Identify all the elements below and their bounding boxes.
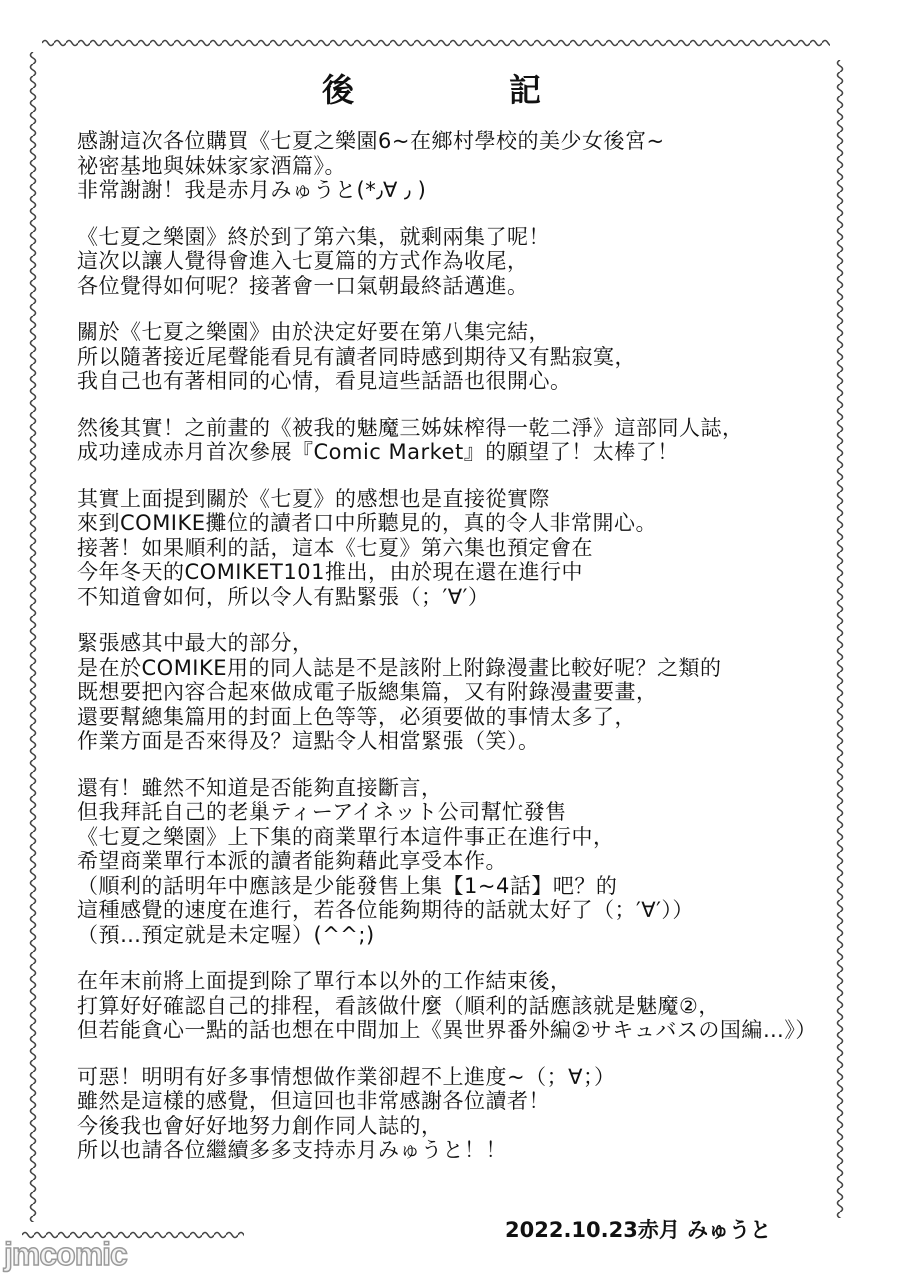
text-line: 還有！雖然不知道是否能夠直接斷言， bbox=[77, 775, 443, 800]
text-line: 是在於COMIKE用的同人誌是不是該附上附錄漫畫比較好呢？之類的 bbox=[77, 655, 722, 680]
text-line: 作業方面是否來得及？這點令人相當緊張（笑）。 bbox=[77, 729, 540, 753]
text-line: 在年末前將上面提到除了單行本以外的工作結束後， bbox=[77, 969, 572, 993]
paragraph bbox=[77, 1065, 877, 1163]
text-line: 打算好好確認自己的排程，看該做什麼（順利的話應該就是魅魔②， bbox=[77, 993, 720, 1018]
text-line: 來到COMIKE攤位的讀者口中所聽見的，真的令人非常開心。 bbox=[77, 511, 658, 535]
text-line: 還要幫總集篇用的封面上色等等，必須要做的事情太多了， bbox=[77, 704, 636, 729]
watermark-logo: jmcomic bbox=[4, 1236, 127, 1272]
afterword-body bbox=[77, 129, 877, 1185]
text-line: 其實上面提到關於《七夏》的感想也是直接從實際 bbox=[77, 486, 550, 511]
paragraph bbox=[77, 225, 877, 299]
text-line: 雖然是這樣的感覺，但這回也非常感謝各位讀者！ bbox=[77, 1089, 550, 1113]
text-line: 希望商業單行本派的讀者能夠藉此享受本作。 bbox=[77, 849, 507, 873]
text-line: 《七夏之樂園》終於到了第六集，就剩兩集了呢！ bbox=[77, 224, 550, 249]
title-char-1: 後 bbox=[322, 71, 355, 109]
text-line: （預…預定就是未定喔）(^^;) bbox=[77, 922, 375, 947]
text-line: 所以隨著接近尾聲能看見有讀者同時感到期待又有點寂寞， bbox=[77, 344, 636, 369]
text-line: 既想要把內容合起來做成電子版總集篇，又有附錄漫畫要畫， bbox=[77, 680, 658, 704]
signature-date: 2022.10.23赤月 みゅうと bbox=[505, 1218, 772, 1242]
text-line: 成功達成赤月首次參展『Comic Market』的願望了！太棒了！ bbox=[77, 440, 679, 464]
text-line: 接著！如果順利的話，這本《七夏》第六集也預定會在 bbox=[77, 535, 593, 560]
border-left-wave bbox=[27, 52, 39, 1222]
text-line: 祕密基地與妹妹家家酒篇》。 bbox=[77, 153, 346, 178]
text-line: （順利的話明年中應該是少能發售上集【1~4話】吧？的 bbox=[77, 873, 618, 898]
paragraph bbox=[77, 416, 877, 465]
text-line: 今後我也會好好地努力創作同人誌的， bbox=[77, 1113, 443, 1138]
title-char-2: 記 bbox=[509, 71, 542, 109]
text-line: 各位覺得如何呢？接著會一口氣朝最終話邁進。 bbox=[77, 273, 529, 298]
paragraph bbox=[77, 320, 877, 394]
text-line: 關於《七夏之樂園》由於決定好要在第八集完結， bbox=[77, 320, 550, 344]
text-line: 但若能貪心一點的話也想在中間加上《異世界番外編②サキュバスの国編…》） bbox=[77, 1018, 817, 1042]
text-line: 《七夏之樂園》上下集的商業單行本這件事正在進行中， bbox=[77, 824, 615, 849]
paragraph bbox=[77, 969, 877, 1043]
text-line: 我自己也有著相同的心情，看見這些話語也很開心。 bbox=[77, 369, 572, 393]
text-line: 可惡！明明有好多事情想做作業卻趕不上進度~（；∀；） bbox=[77, 1064, 616, 1089]
text-line: 所以也請各位繼續多多支持赤月みゅうと！！ bbox=[77, 1138, 507, 1162]
paragraph bbox=[77, 631, 877, 754]
text-line: 然後其實！之前畫的《被我的魅魔三姊妹榨得一乾二淨》這部同人誌， bbox=[77, 415, 744, 440]
text-line: 緊張感其中最大的部分， bbox=[77, 631, 314, 655]
text-line: 但我拜託自己的老巢ティーアイネット公司幫忙發售 bbox=[77, 800, 567, 824]
text-line: 今年冬天的COMIKET101推出，由於現在還在進行中 bbox=[77, 560, 583, 584]
text-line: 這次以讓人覺得會進入七夏篇的方式作為收尾， bbox=[77, 249, 529, 273]
text-line: 不知道會如何，所以令人有點緊張（；′∀′） bbox=[77, 584, 490, 609]
paragraph bbox=[77, 129, 877, 203]
text-line: 非常謝謝！我是赤月みゅうと(*٫ ∀٫ ) bbox=[77, 178, 427, 202]
text-line: 這種感覺的速度在進行，若各位能夠期待的話就太好了（；′∀′）） bbox=[77, 898, 694, 922]
paragraph bbox=[77, 776, 877, 948]
border-top-wave bbox=[42, 37, 830, 49]
text-line: 感謝這次各位購買《七夏之樂園6~在鄉村學校的美少女後宮~ bbox=[77, 129, 665, 153]
paragraph bbox=[77, 487, 877, 610]
